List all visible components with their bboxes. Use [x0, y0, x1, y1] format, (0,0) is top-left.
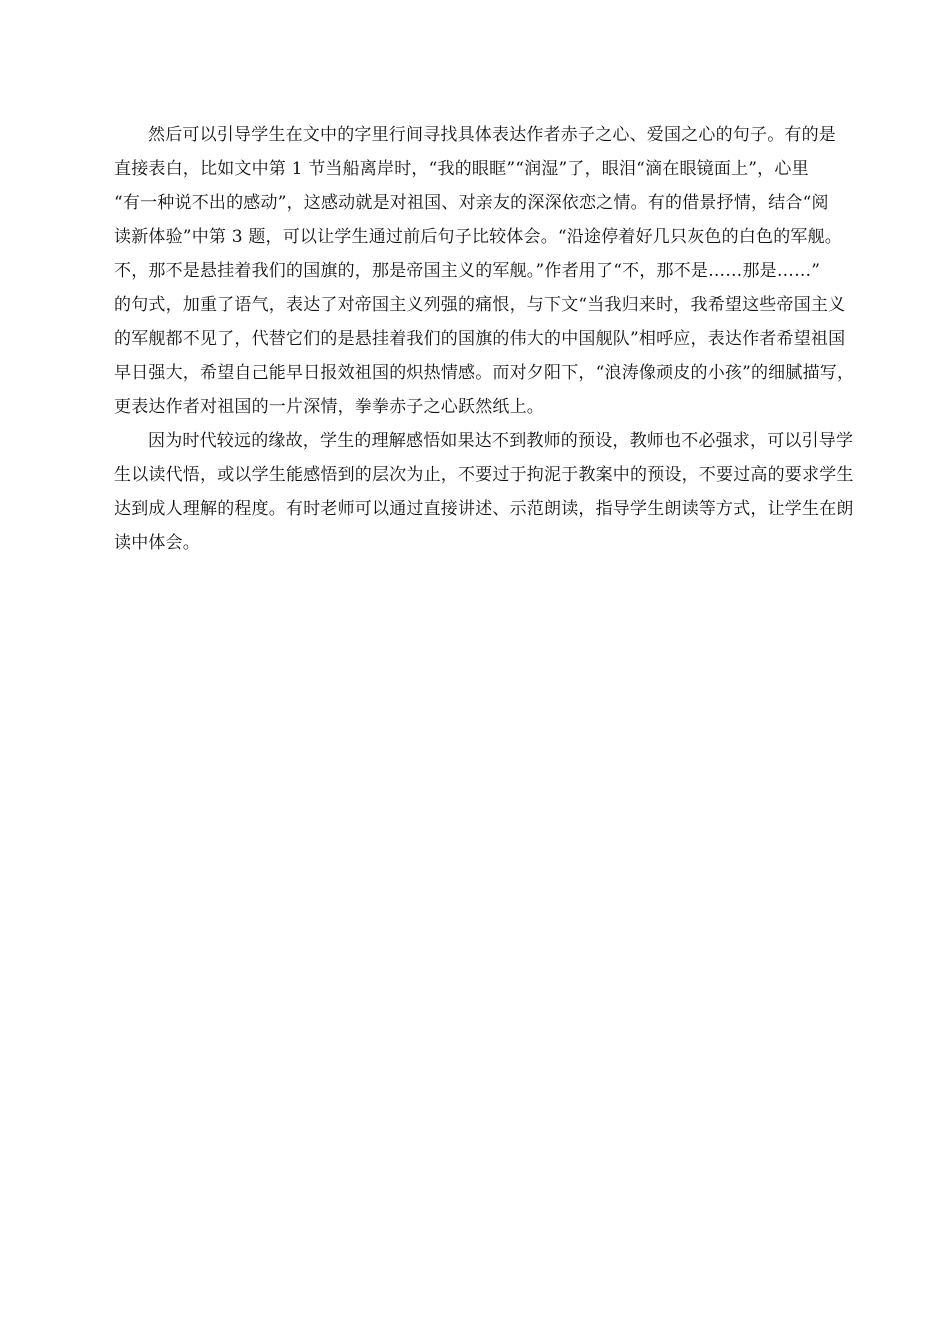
text-line: 直接表白，比如文中第 1 节当船离岸时，“我的眼眶”“润湿”了，眼泪“滴在眼镜面上”，心里	[114, 159, 809, 179]
text-line: 然后可以引导学生在文中的字里行间寻找具体表达作者赤子之心、爱国之心的句子。有的是	[148, 125, 836, 145]
text-line: 生以读代悟，或以学生能感悟到的层次为止，不要过于拘泥于教案中的预设，不要过高的要求学生	[114, 465, 854, 485]
text-line: 读中体会。	[114, 533, 200, 553]
text-line: 早日强大，希望自己能早日报效祖国的炽热情感。而对夕阳下，“浪涛像顽皮的小孩”的细腻描写，	[114, 363, 855, 383]
document-body	[114, 118, 855, 560]
paragraph-2	[114, 424, 854, 560]
text-line: 更表达作者对祖国的一片深情，拳拳赤子之心跃然纸上。	[114, 397, 544, 417]
text-line: 因为时代较远的缘故，学生的理解感悟如果达不到教师的预设，教师也不必强求，可以引导学	[148, 431, 854, 451]
text-line: 不，那不是悬挂着我们的国旗的，那是帝国主义的军舰。”作者用了“不，那不是……那是……”	[114, 261, 821, 281]
text-line: 的句式，加重了语气，表达了对帝国主义列强的痛恨，与下文“当我归来时，我希望这些帝国主义	[114, 295, 846, 315]
text-line: 的军舰都不见了，代替它们的是悬挂着我们的国旗的伟大的中国舰队”相呼应，表达作者希望祖国	[114, 329, 846, 349]
text-line: “有一种说不出的感动”，这感动就是对祖国、对亲友的深深依恋之情。有的借景抒情，结合“阅	[114, 193, 829, 213]
paragraph-1	[114, 118, 855, 424]
text-line: 达到成人理解的程度。有时老师可以通过直接讲述、示范朗读，指导学生朗读等方式，让学生在朗	[114, 499, 854, 519]
text-line: 读新体验”中第 3 题，可以让学生通过前后句子比较体会。“沿途停着好几只灰色的白色的军舰。	[114, 227, 843, 247]
